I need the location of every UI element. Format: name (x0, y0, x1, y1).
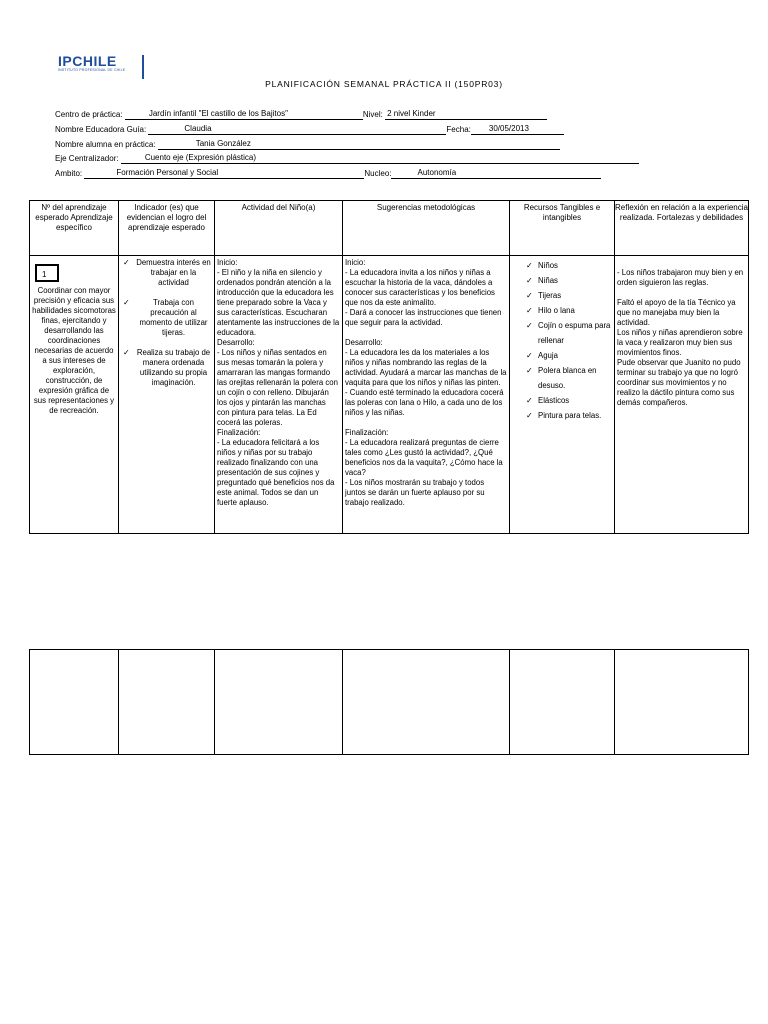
nivel-line (385, 110, 547, 120)
checkmark-icon: ✓ (526, 291, 533, 300)
list-item: ✓ Pintura para telas. (524, 408, 612, 423)
aprendizaje-text: Coordinar con mayor precisión y eficacia sus habilidades sicomotoras finas, ejercitando y desarrollando las coordinaciones necesarias de acuerdo a sus intereses de exploración, construcción, de expresión gráfica de sus representaciones y de recreación. (32, 286, 116, 415)
header-recursos: Recursos Tangibles e intangibles (510, 201, 615, 256)
eje-value: Cuento eje (Expresión plástica) (144, 153, 256, 162)
sugerencias-finalizacion-text-2: - Los niños mostrarán su trabajo y todos juntos se darán un fuerte aplauso por su trabajo realizado. (345, 478, 485, 507)
aprendizaje-cell (30, 256, 119, 534)
reflexion-text-2: Faltó el apoyo de la tía Técnico ya que no manejaba muy bien la actividad. (617, 298, 736, 327)
spacer (345, 418, 507, 428)
nucleo-label: Nucleo: (364, 169, 392, 178)
checkmark-icon: ✓ (526, 261, 533, 270)
empty-planning-table (29, 649, 749, 755)
sugerencias-cell (343, 256, 510, 534)
header-actividad: Actividad del Niño(a) (215, 201, 343, 256)
header-sugerencias: Sugerencias metodológicas (343, 201, 510, 256)
sugerencias-desarrollo-text-1: - La educadora les da los materiales a los niños y niñas nombrando las reglas de la actividad. Ayudará a marcar las manchas de la vaquita para que los niños y niñas las pinten. (345, 348, 507, 387)
header-reflexion: Reflexión en relación a la experiencia realizada. Fortalezas y debilidades (615, 201, 749, 256)
sugerencias-desarrollo-heading: Desarrollo: (345, 338, 383, 347)
aprendizaje-number-box: 1 (35, 264, 59, 282)
actividad-finalizacion-heading: Finalización: (217, 428, 261, 437)
empty-cell (119, 650, 215, 755)
centro-value: Jardín infantil "El castillo de los Bajitos" (148, 109, 288, 118)
eje-field (55, 154, 639, 164)
checkmark-icon: ✓ (526, 321, 533, 330)
centro-line (125, 110, 363, 120)
actividad-finalizacion-text: - La educadora felicitará a los niños y niñas por su trabajo realizado finalizando con una presentación de sus cojines y preguntado qué beneficios nos da este animal. Todos se dan un fuerte aplauso. (217, 438, 335, 507)
sugerencias-inicio-text-2: - Dará a conocer las instrucciones que tienen que seguir para la actividad. (345, 308, 502, 327)
reflexion-cell (615, 256, 749, 534)
empty-cell (215, 650, 343, 755)
table-header-row (30, 201, 749, 256)
actividad-inicio-text: - El niño y la niña en silencio y ordenados pondrán atención a la introducción que la educadora les tiene preparado sobre la Vaca y sus características. Escucharan atentamente las instrucciones de la educadora. (217, 268, 340, 337)
logo-name: IPCHILE (58, 53, 117, 69)
recursos-list (524, 258, 612, 423)
checkmark-icon: ✓ (526, 366, 533, 375)
table-row (30, 650, 749, 755)
indicadores-cell (119, 256, 215, 534)
sugerencias-desarrollo-text-2: - Cuando esté terminado la educadora cocerá las poleras con lana o Hilo, a cada uno de los niños y las niñas. (345, 388, 504, 417)
empty-cell (343, 650, 510, 755)
sugerencias-inicio-text-1: - La educadora invita a los niños y niñas a escuchar la historia de la vaca, dándoles a conocer sus características y los beneficios que nos da este animalito. (345, 268, 495, 307)
empty-cell (615, 650, 749, 755)
reflexion-text-3: Los niños y niñas aprendieron sobre la vaca y realizaron muy bien sus movimientos finos. (617, 328, 743, 357)
header-indicador: Indicador (es) que evidencian el logro del aprendizaje esperado (119, 201, 215, 256)
logo-subtitle: INSTITUTO PROFESIONAL DE CHILE (58, 68, 126, 72)
checkmark-icon: ✓ (526, 351, 533, 360)
ambito-label: Ambito: (55, 169, 83, 178)
table-row (30, 256, 749, 534)
centro-label: Centro de práctica: (55, 110, 123, 119)
alumna-field (55, 140, 560, 150)
educadora-line (148, 125, 446, 135)
page-title: PLANIFICACIÓN SEMANAL PRÁCTICA II (150PR03) (265, 79, 503, 89)
actividad-desarrollo-heading: Desarrollo: (217, 338, 255, 347)
actividad-inicio-heading: Inicio: (217, 258, 238, 267)
planning-table (29, 200, 749, 534)
list-item: ✓ Niñas (524, 273, 612, 288)
header-aprendizaje: Nº del aprendizaje esperado Aprendizaje específico (30, 201, 119, 256)
eje-label: Eje Centralizador: (55, 154, 119, 163)
sugerencias-finalizacion-text-1: - La educadora realizará preguntas de cierre tales como ¿Les gustó la actividad?, ¿Qué beneficios nos da la vaquita?, ¿Cómo hace la vaca? (345, 438, 503, 477)
logo-divider (142, 55, 144, 79)
sugerencias-inicio-heading: Inicio: (345, 258, 366, 267)
reflexion-text-4: Pude observar que Juanito no pudo terminar su trabajo ya que no logró coordinar sus movimientos y no realizo la dáctilo pintura como sus demás compañeros. (617, 358, 741, 407)
list-item: ✓ Polera blanca en desuso. (524, 363, 612, 393)
checkmark-icon: ✓ (526, 306, 533, 315)
checkmark-icon: ✓ (526, 411, 533, 420)
educadora-value: Claudia (184, 124, 212, 133)
alumna-label: Nombre alumna en práctica: (55, 140, 156, 149)
list-item: ✓ Hilo o lana (524, 303, 612, 318)
checkmark-icon: ✓ (123, 348, 130, 357)
educadora-label: Nombre Educadora Guía: (55, 125, 147, 134)
alumna-value: Tania González (195, 139, 251, 148)
checkmark-icon: ✓ (526, 396, 533, 405)
empty-cell (510, 650, 615, 755)
ambito-value: Formación Personal y Social (116, 168, 219, 177)
list-item: ✓ Demuestra interés en trabajar en la actividad (123, 258, 211, 287)
reflexion-text-1: - Los niños trabajaron muy bien y en orden siguieron las reglas. (617, 268, 744, 287)
checkmark-icon: ✓ (526, 276, 533, 285)
checkmark-icon: ✓ (123, 258, 130, 267)
educadora-field (55, 125, 564, 135)
spacer (345, 328, 507, 338)
alumna-line (158, 140, 560, 150)
sugerencias-finalizacion-heading: Finalización: (345, 428, 389, 437)
list-item: ✓ Aguja (524, 348, 612, 363)
list-item: ✓ Cojín o espuma para rellenar (524, 318, 612, 348)
fecha-line (471, 125, 564, 135)
fecha-value: 30/05/2013 (488, 124, 529, 133)
list-item: ✓ Trabaja con precaución al momento de utilizar tijeras. (123, 298, 208, 337)
fecha-label: Fecha: (446, 125, 471, 134)
list-item: ✓ Tijeras (524, 288, 612, 303)
empty-cell (30, 650, 119, 755)
list-item: ✓ Niños (524, 258, 612, 273)
nivel-value: 2 nivel Kinder (387, 109, 436, 118)
list-item: ✓ Realiza su trabajo de manera ordenada utilizando su propia imaginación. (123, 348, 211, 387)
ambito-line (84, 169, 364, 179)
actividad-desarrollo-text: - Los niños y niñas sentados en sus mesas tomarán la polera y amarraran las mangas formando las orejitas rellenarán la polera con un cojín o con relleno. Dibujarán los ojos y pintarán las manchas con pintura para telas. La Ed cocerá las poleras. (217, 348, 338, 427)
checkmark-icon: ✓ (123, 298, 130, 307)
recursos-cell (510, 256, 615, 534)
nucleo-value: Autonomía (417, 168, 457, 177)
nucleo-line (391, 169, 601, 179)
eje-line (121, 154, 639, 164)
nivel-label: Nivel: (362, 110, 383, 119)
indicadores-list (121, 258, 212, 388)
ambito-field (55, 169, 601, 179)
centro-field (55, 110, 547, 120)
list-item: ✓ Elásticos (524, 393, 612, 408)
actividad-cell (215, 256, 343, 534)
